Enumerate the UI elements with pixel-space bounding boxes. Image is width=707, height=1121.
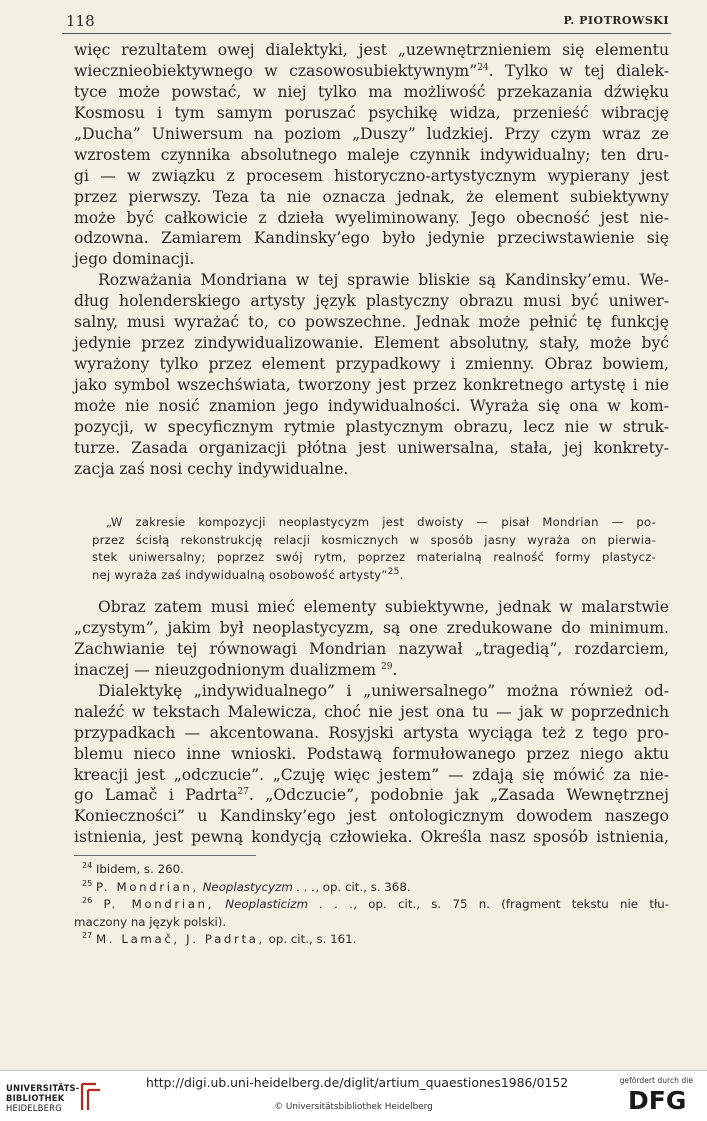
text-line: kreacji jest „odczucie”. „Czuję więc jestem” — zdają się mówić za nie-: [74, 765, 669, 784]
text-line: salny, musi wyrażać to, co powszechne. Jednak może pełnić tę funkcję: [74, 313, 669, 332]
quote-line: przez ścisłą rekonstrukcję relacji kosmicznych w sposób jasny wyraża on pierwia-: [92, 532, 656, 547]
text-line: Rozważania Mondriana w tej sprawie bliskie są Kandinsky’emu. We-: [98, 271, 669, 290]
header-rule: [62, 33, 671, 34]
footnote: $^{26}$ P. Mondrian, Neoplasticizm . . ., op. cit., s. 75 n. (fragment tekstu nie tłu-: [82, 896, 670, 912]
text-line: dług holenderskiego artysty język plastyczny obrazu musi być uniwer-: [74, 292, 669, 311]
text-line: wyrażony tylko przez element przypadkowy i zmienny. Obraz bowiem,: [74, 355, 669, 374]
footnote-ref: 27: [237, 787, 249, 798]
ub-heidelberg-logo[interactable]: UNIVERSITÄTS- BIBLIOTHEK HEIDELBERG: [6, 1081, 126, 1115]
text-line: Dialektykę „indywidualnego” i „uniwersalnego” można również od-: [98, 681, 669, 700]
footnote-rule: [74, 855, 256, 856]
text-line: może być całkowicie z dzieła wyeliminowany. Jego obecność jest nie-: [74, 208, 669, 227]
footnote: $^{27}$ M. Lamač, J. Padrta, op. cit., s. 161.: [82, 931, 357, 947]
text-line: Konieczności” u Kandinsky’ego jest ontologicznym dowodem naszego: [74, 807, 669, 826]
text-line: Kosmosu i tym samym poruszać psychikę widza, przenieść wibrację: [74, 103, 669, 122]
text-line: więc rezultatem owej dialektyki, jest „uzewnętrznieniem się elementu: [74, 41, 669, 59]
running-title: P. PIOTROWSKI: [563, 14, 669, 27]
svg-text:DFG: DFG: [628, 1086, 687, 1113]
body-text-upper: [74, 40, 669, 480]
text-line: inaczej — nieuzgodnionym dualizmem $^{29}$.: [74, 660, 398, 679]
text-line: Zachwianie tej równowagi Mondrian nazywał „tragedią”, rozdarciem,: [74, 639, 669, 658]
text-line: może nie nosić znamion jego indywidualności. Wyraża się ona w kom-: [74, 396, 669, 415]
running-head: [66, 12, 669, 32]
footnotes: [74, 861, 669, 949]
body-text-lower: [74, 597, 669, 848]
text-line: tyce może powstać, w niej tylko ma możliwość przekazania dźwięku: [74, 82, 669, 101]
text-line: jako symbol wszechświata, tworzony jest przez konkretnego artystę i nie: [74, 376, 669, 394]
footnote-continuation: maczony na język polski).: [74, 914, 227, 929]
dfg-logo[interactable]: [627, 1085, 697, 1117]
text-line: blemu nieco inne wnioski. Podstawą formułowanego przez niego aktu: [74, 744, 669, 763]
text-line: wiecznieobiektywnego w czasowosubiektywnym”$^{24}$. Tylko w tej dialek-: [74, 61, 669, 80]
text-line: zacja zaś nosi cechy indywidualne.: [74, 459, 349, 478]
text-line: jego dominacji.: [74, 250, 195, 269]
text-line: turze. Zasada organizacji płótna jest uniwersalna, stała, jej konkrety-: [74, 438, 669, 457]
text-line: wzrostem czynnika absolutnego maleje czynnik indywidualny; ten dru-: [74, 145, 669, 164]
text-line: przypadkach — akcentowana. Rosyjski artysta wyciąga też z tego pro-: [74, 723, 669, 742]
text-line: go Lamač i Padrta$^{27}$. „Odczucie”, podobnie jak „Zasada Wewnętrznej: [74, 786, 669, 805]
text-line: Obraz zatem musi mieć elementy subiektywne, jednak w malarstwie: [98, 598, 669, 616]
text-line: gi — w związku z procesem historyczno-artystycznym wypierany jest: [74, 166, 669, 185]
dfg-logo-icon: [627, 1085, 697, 1113]
text-line: odzowna. Zamiarem Kandinsky’ego było jedynie przeciwstawienie się: [74, 229, 669, 248]
quote-line: „W zakresie kompozycji neoplastycyzm jest dwoisty — pisał Mondrian — po-: [106, 515, 656, 529]
copyright-text: © Universitätsbibliothek Heidelberg: [274, 1102, 433, 1112]
block-quote: [92, 514, 670, 584]
footer-bar: [0, 1070, 707, 1121]
footnote: $^{25}$ P. Mondrian, Neoplastycyzm . . ., op. cit., s. 368.: [82, 878, 411, 894]
page-number: 118: [66, 12, 95, 30]
footnote-ref: 25: [387, 566, 400, 577]
text-line: jedynie przez zindywidualizowanie. Element absolutny, stały, może być: [74, 334, 669, 353]
quote-line: nej wyraża zaś indywidualną osobowość artysty”$^{25}$.: [92, 566, 404, 582]
funded-by-text: gefördert durch die: [619, 1076, 693, 1085]
text-line: istnienia, jest pewną kondycją człowieka. Określa nasz sposób istnienia,: [74, 828, 669, 847]
text-line: „czystym”, jakim był neoplastycyzm, są one zredukowane do minimum.: [74, 618, 669, 637]
footnote: $^{24}$ Ibidem, s. 260.: [82, 861, 184, 876]
text-line: naleźć w tekstach Malewicza, choć nie jest ona tu — jak w poprzednich: [74, 702, 669, 721]
footnote-ref: 29: [381, 661, 393, 672]
quote-line: stek uniwersalny; poprzez swój rytm, poprzez materialną realność formy plastycz-: [92, 550, 656, 565]
footnote-ref: 24: [477, 62, 489, 73]
text-line: pozycji, w specyficznym rytmie plastycznym obrazu, lecz nie w struk-: [74, 417, 669, 436]
source-url-link[interactable]: http://digi.ub.uni-heidelberg.de/diglit/artium_quaestiones1986/0152: [146, 1075, 569, 1090]
text-line: „Ducha” Uniwersum na poziom „Duszy” ludzkiej. Przy czym wraz ze: [74, 124, 669, 143]
text-line: przez pierwszy. Teza ta nie oznacza jednak, że element subiektywny: [74, 187, 669, 206]
